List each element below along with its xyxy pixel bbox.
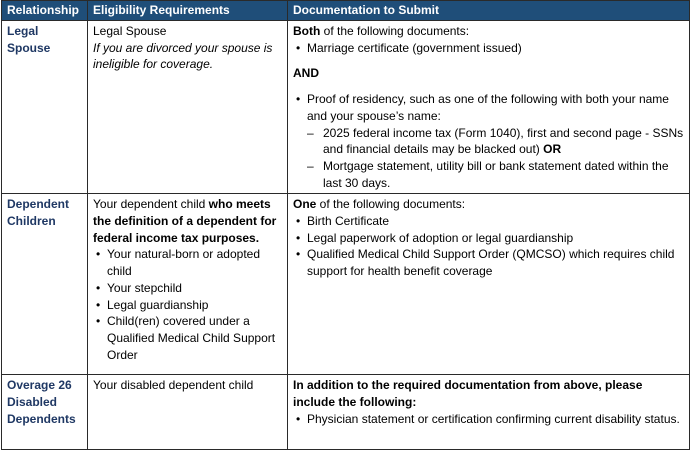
doc-intro xyxy=(293,196,684,213)
list-item: • Your stepchild xyxy=(93,280,282,297)
list-item xyxy=(293,158,684,191)
documentation-cell xyxy=(288,194,690,375)
header-eligibility: Eligibility Requirements xyxy=(88,1,288,21)
eligibility-text xyxy=(93,196,282,246)
eligibility-cell xyxy=(88,21,288,194)
list-item: • Marriage certificate (government issued) xyxy=(293,40,684,57)
doc-intro-rest: of the following documents: xyxy=(316,197,466,212)
list-item: • Legal guardianship xyxy=(93,297,282,314)
documentation-cell xyxy=(288,21,690,194)
relationship-cell: Dependent Children xyxy=(2,194,88,375)
eligibility-list xyxy=(93,246,282,363)
doc-intro: In addition to the required documentation from above, please include the following: xyxy=(293,378,643,410)
header-relationship: Relationship xyxy=(2,1,88,21)
header-documentation: Documentation to Submit xyxy=(288,1,690,21)
documentation-cell xyxy=(288,375,690,450)
doc-intro-bold: One xyxy=(293,197,317,212)
list-item: • Birth Certificate xyxy=(293,213,684,230)
doc-intro-bold: Both xyxy=(293,24,321,38)
eligibility-bold: who meets the definition of a dependent for federal income tax purposes. xyxy=(93,197,277,245)
and-label: AND xyxy=(293,66,319,81)
sub-item-text: Mortgage statement, utility bill or bank statement dated within the last 30 days. xyxy=(323,158,669,190)
list-item: • Physician statement or certification confirming current disability status. xyxy=(293,411,684,428)
table-row xyxy=(2,194,690,375)
proof-list xyxy=(293,91,684,124)
list-item: • Your natural-born or adopted child xyxy=(93,246,282,279)
list-item: • Legal paperwork of adoption or legal guardianship xyxy=(293,230,684,247)
list-item: • Child(ren) covered under a Qualified Medical Child Support Order xyxy=(93,313,282,363)
or-label: OR xyxy=(543,142,562,157)
doc-intro xyxy=(293,23,684,40)
list-item xyxy=(293,91,684,124)
sub-item-text: 2025 federal income tax (Form 1040), first and second page - SSNs and financial details may be blacked out) xyxy=(323,125,684,157)
doc-list xyxy=(293,213,684,280)
proof-text: Proof of residency, such as one of the following with both your name and your spouse’s name: xyxy=(307,92,669,123)
doc-list xyxy=(293,411,684,428)
eligibility-prefix: Your dependent child xyxy=(93,197,209,212)
header-row xyxy=(2,1,690,21)
table-row xyxy=(2,21,690,194)
relationship-cell: Legal Spouse xyxy=(2,21,88,194)
sub-list xyxy=(293,125,684,192)
list-item: • Qualified Medical Child Support Order (QMCSO) which requires child support for health benefit coverage xyxy=(293,246,684,279)
eligibility-title: Legal Spouse xyxy=(93,24,167,38)
list-item xyxy=(293,125,684,158)
eligibility-note: If you are divorced your spouse is ineligible for coverage. xyxy=(93,40,273,72)
doc-intro-rest: of the following documents: xyxy=(320,24,470,38)
relationship-cell: Overage 26 Disabled Dependents xyxy=(2,375,88,450)
doc-list xyxy=(293,40,684,57)
table-row xyxy=(2,375,690,450)
eligibility-table xyxy=(1,0,690,450)
eligibility-cell xyxy=(88,194,288,375)
eligibility-cell: Your disabled dependent child xyxy=(88,375,288,450)
